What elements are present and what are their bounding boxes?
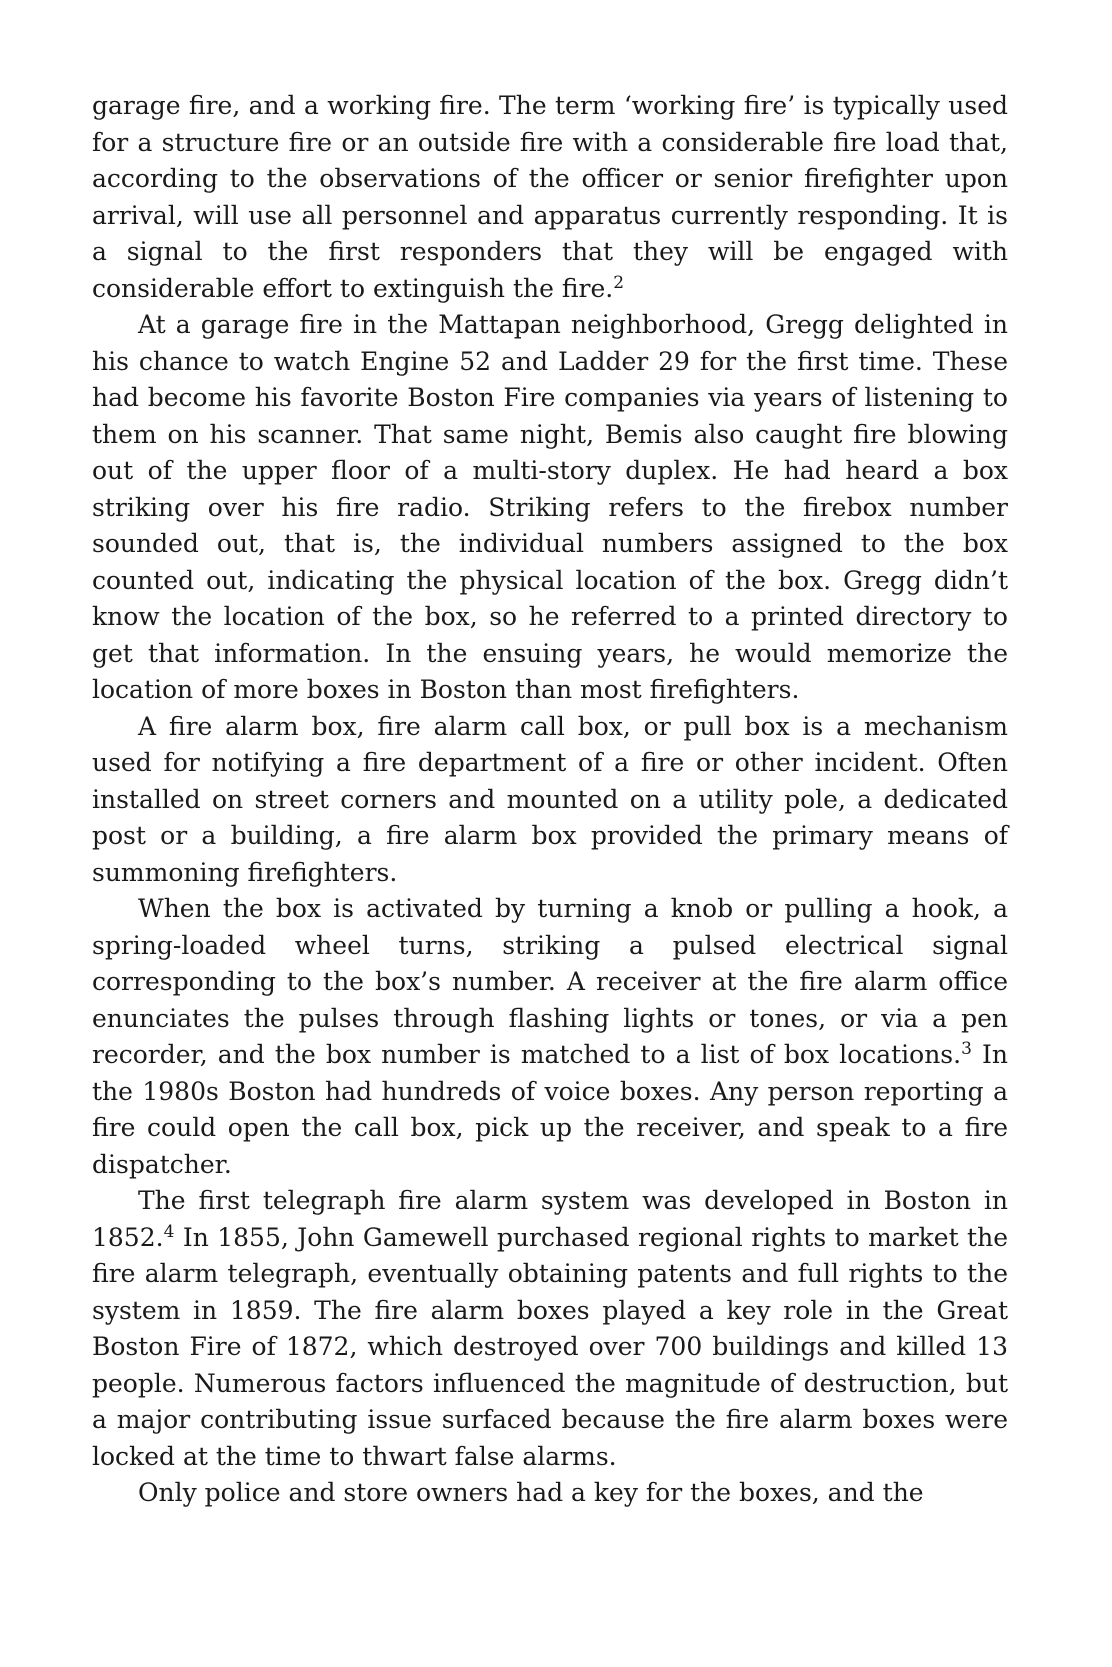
paragraph: [92, 307, 1008, 709]
body-text: [92, 88, 1008, 1512]
paragraph-text: garage fire, and a working fire. The term ‘working fire’ is typically used for a structure fire or an outside fire with a considerable fire load that, according to the observations of the officer or senior firefighter upon arrival, will use all personnel and apparatus currently responding. It is a signal to the first responders that they will be engaged with considerable effort to extinguish the fire.: [92, 91, 1008, 303]
paragraph: [92, 709, 1008, 892]
footnote-marker[interactable]: 3: [961, 1039, 972, 1059]
paragraph: [92, 891, 1008, 1183]
paragraph-text: At a garage fire in the Mattapan neighborhood, Gregg delighted in his chance to watch Engine 52 and Ladder 29 for the first time. These had become his favorite Boston Fire companies via years of listening to them on his scanner. That same night, Bemis also caught fire blowing out of the upper floor of a multi-story duplex. He had heard a box striking over his fire radio. Striking refers to the firebox number sounded out, that is, the individual numbers assigned to the box counted out, indicating the physical location of the box. Gregg didn’t know the location of the box, so he referred to a printed directory to get that information. In the ensuing years, he would memorize the location of more boxes in Boston than most firefighters.: [92, 310, 1008, 704]
footnote-marker[interactable]: 4: [163, 1221, 175, 1242]
paragraph-text: In the 1980s Boston had hundreds of voice boxes. Any person reporting a fire could open the call box, pick up the receiver, and speak to a fire dispatcher.: [92, 1040, 1008, 1179]
paragraph-text: A fire alarm box, fire alarm call box, or pull box is a mechanism used for notifying a fire department of a fire or other incident. Often installed on street corners and mounted on a utility pole, a dedicated post or a building, a fire alarm box provided the primary means of summoning firefighters.: [92, 711, 1008, 887]
paragraph-text: When the box is activated by turning a knob or pulling a hook, a spring-loaded wheel turns, striking a pulsed electrical signal corresponding to the box’s number. A receiver at the fire alarm office enunciates the pulses through flashing lights or tones, or via a pen recorder, and the box number is matched to a list of box locations.: [92, 894, 1008, 1069]
paragraph-text: Only police and store owners had a key for the boxes, and the: [138, 1478, 924, 1507]
paragraph: [92, 1475, 1008, 1512]
paragraph-text: In 1855, John Gamewell purchased regional rights to market the fire alarm telegraph, eventually obtaining patents and full rights to the system in 1859. The fire alarm boxes played a key role in the Great Boston Fire of 1872, which destroyed over 700 buildings and killed 13 people. Numerous factors influenced the magnitude of destruction, but a major contributing issue surfaced because the fire alarm boxes were locked at the time to thwart false alarms.: [92, 1222, 1008, 1471]
paragraph: [92, 88, 1008, 307]
paragraph-text: The first telegraph fire alarm system was developed in Boston in 1852.: [92, 1186, 1008, 1252]
paragraph: [92, 1183, 1008, 1475]
footnote-marker[interactable]: 2: [613, 272, 625, 293]
